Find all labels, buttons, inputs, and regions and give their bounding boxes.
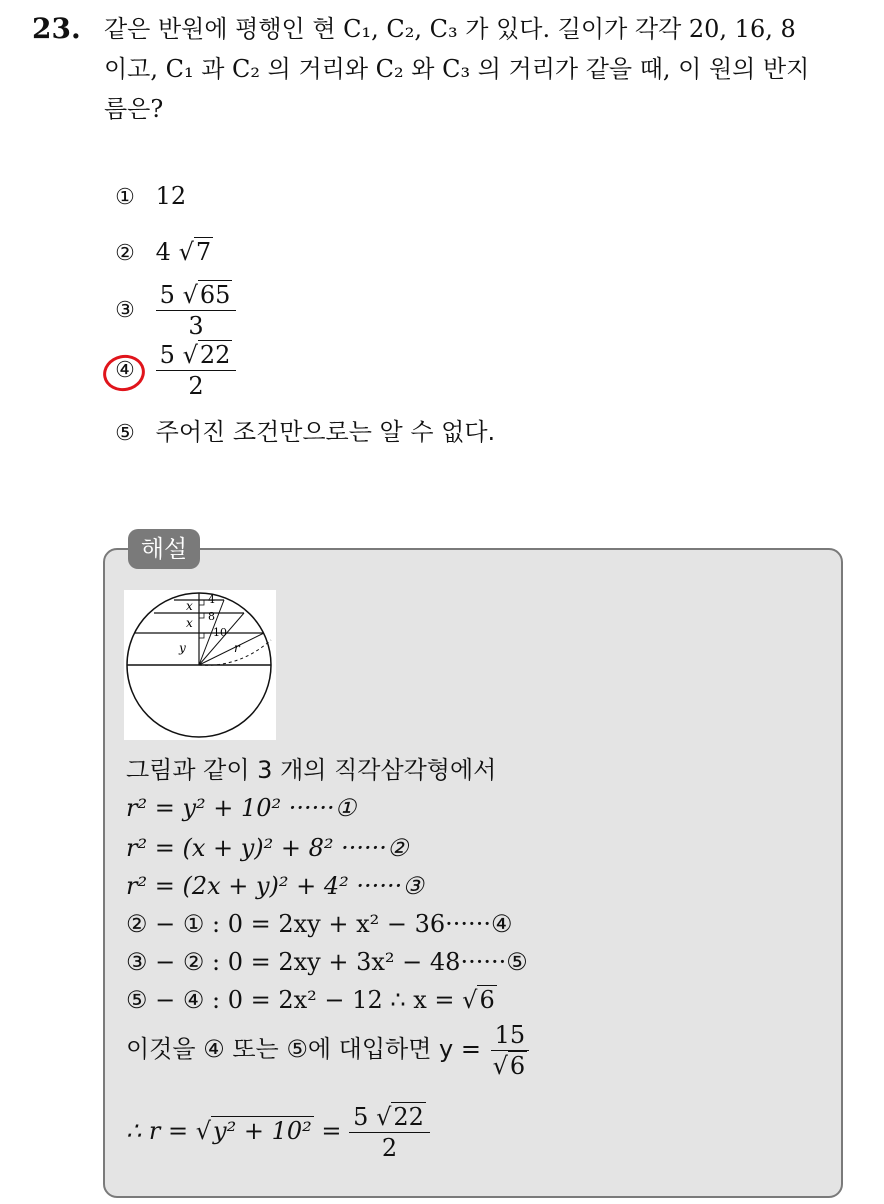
radicand: y² + 10²	[213, 1117, 312, 1145]
question-text-line-2: 이고, C₁ 과 C₂ 의 거리와 C₂ 와 C₃ 의 거리가 같을 때, 이 원의 반지	[104, 55, 810, 83]
radicand: 6	[479, 986, 495, 1014]
final-answer-line	[126, 1102, 430, 1163]
radicand: 22	[393, 1103, 424, 1131]
option-text: 주어진 조건만으로는 알 수 없다.	[155, 418, 496, 446]
question-number: 23.	[32, 12, 81, 45]
solution-figure	[124, 590, 276, 740]
option-mark: ③	[115, 298, 135, 323]
option-fraction	[156, 280, 237, 341]
equation-6	[126, 984, 497, 1016]
substitution-text: 이것을 ④ 또는 ⑤에 대입하면 y =	[126, 1035, 489, 1063]
label-4: 4	[208, 593, 215, 606]
radicand: 7	[195, 238, 212, 266]
label-10: 10	[213, 626, 227, 639]
option-mark: ⑤	[115, 421, 135, 446]
equation-5: ③ − ② : 0 = 2xy + 3x² − 48······⑤	[126, 948, 528, 976]
equation-3: r² = (2x + y)² + 4² ······③	[126, 872, 424, 900]
radicand: 6	[509, 1052, 526, 1080]
solution-label: 해설	[128, 529, 200, 569]
option-mark: ①	[115, 185, 135, 210]
semicircle-chords-diagram	[124, 590, 276, 740]
sqrt-sign: √22	[376, 1103, 424, 1131]
option-coef: 5	[159, 281, 175, 309]
label-r: r	[234, 641, 240, 655]
equation-1: r² = y² + 10² ······①	[126, 794, 357, 822]
final-coef: 5	[353, 1103, 369, 1131]
option-1[interactable]	[112, 180, 186, 214]
option-mark: ④	[115, 358, 135, 383]
sqrt-sign: √y² + 10²	[195, 1117, 312, 1145]
sqrt-sign: √22	[182, 341, 231, 369]
substitution-fraction	[491, 1020, 530, 1081]
option-3[interactable]	[112, 280, 236, 341]
equation-6-text: ⑤ − ④ : 0 = 2x² − 12 ∴ x =	[126, 986, 463, 1014]
option-denominator: 3	[188, 312, 204, 340]
sqrt-sign: √6	[462, 986, 495, 1014]
equals-sign: =	[313, 1117, 350, 1145]
solution-intro: 그림과 같이 3 개의 직각삼각형에서	[126, 756, 497, 784]
option-mark: ②	[115, 241, 135, 266]
label-y: y	[179, 641, 186, 655]
question-text-line-3: 름은?	[104, 95, 164, 123]
option-fraction	[156, 340, 237, 401]
option-2[interactable]	[112, 236, 213, 270]
fraction-numerator: 15	[491, 1020, 530, 1051]
option-coef: 4	[155, 238, 171, 266]
sqrt-sign: √7	[178, 238, 212, 266]
label-x-top: x	[186, 599, 193, 613]
sqrt-sign: √6	[492, 1052, 526, 1080]
option-text: 12	[155, 182, 187, 210]
equation-4: ② − ① : 0 = 2xy + x² − 36······④	[126, 910, 513, 938]
sqrt-sign: √65	[182, 281, 231, 309]
equation-2: r² = (x + y)² + 8² ······②	[126, 834, 409, 862]
final-fraction	[349, 1102, 430, 1163]
option-5[interactable]	[112, 416, 495, 450]
label-8: 8	[208, 610, 215, 623]
question-text-line-1: 같은 반원에 평행인 현 C₁, C₂, C₃ 가 있다. 길이가 각각 20, 16, 8	[104, 15, 796, 43]
label-x-mid: x	[186, 616, 193, 630]
option-coef: 5	[159, 341, 175, 369]
final-denominator: 2	[381, 1134, 398, 1162]
option-denominator: 2	[188, 372, 204, 400]
substitution-line	[126, 1020, 529, 1081]
radicand: 65	[199, 281, 231, 309]
radicand: 22	[199, 341, 231, 369]
final-prefix: ∴ r =	[126, 1117, 196, 1145]
